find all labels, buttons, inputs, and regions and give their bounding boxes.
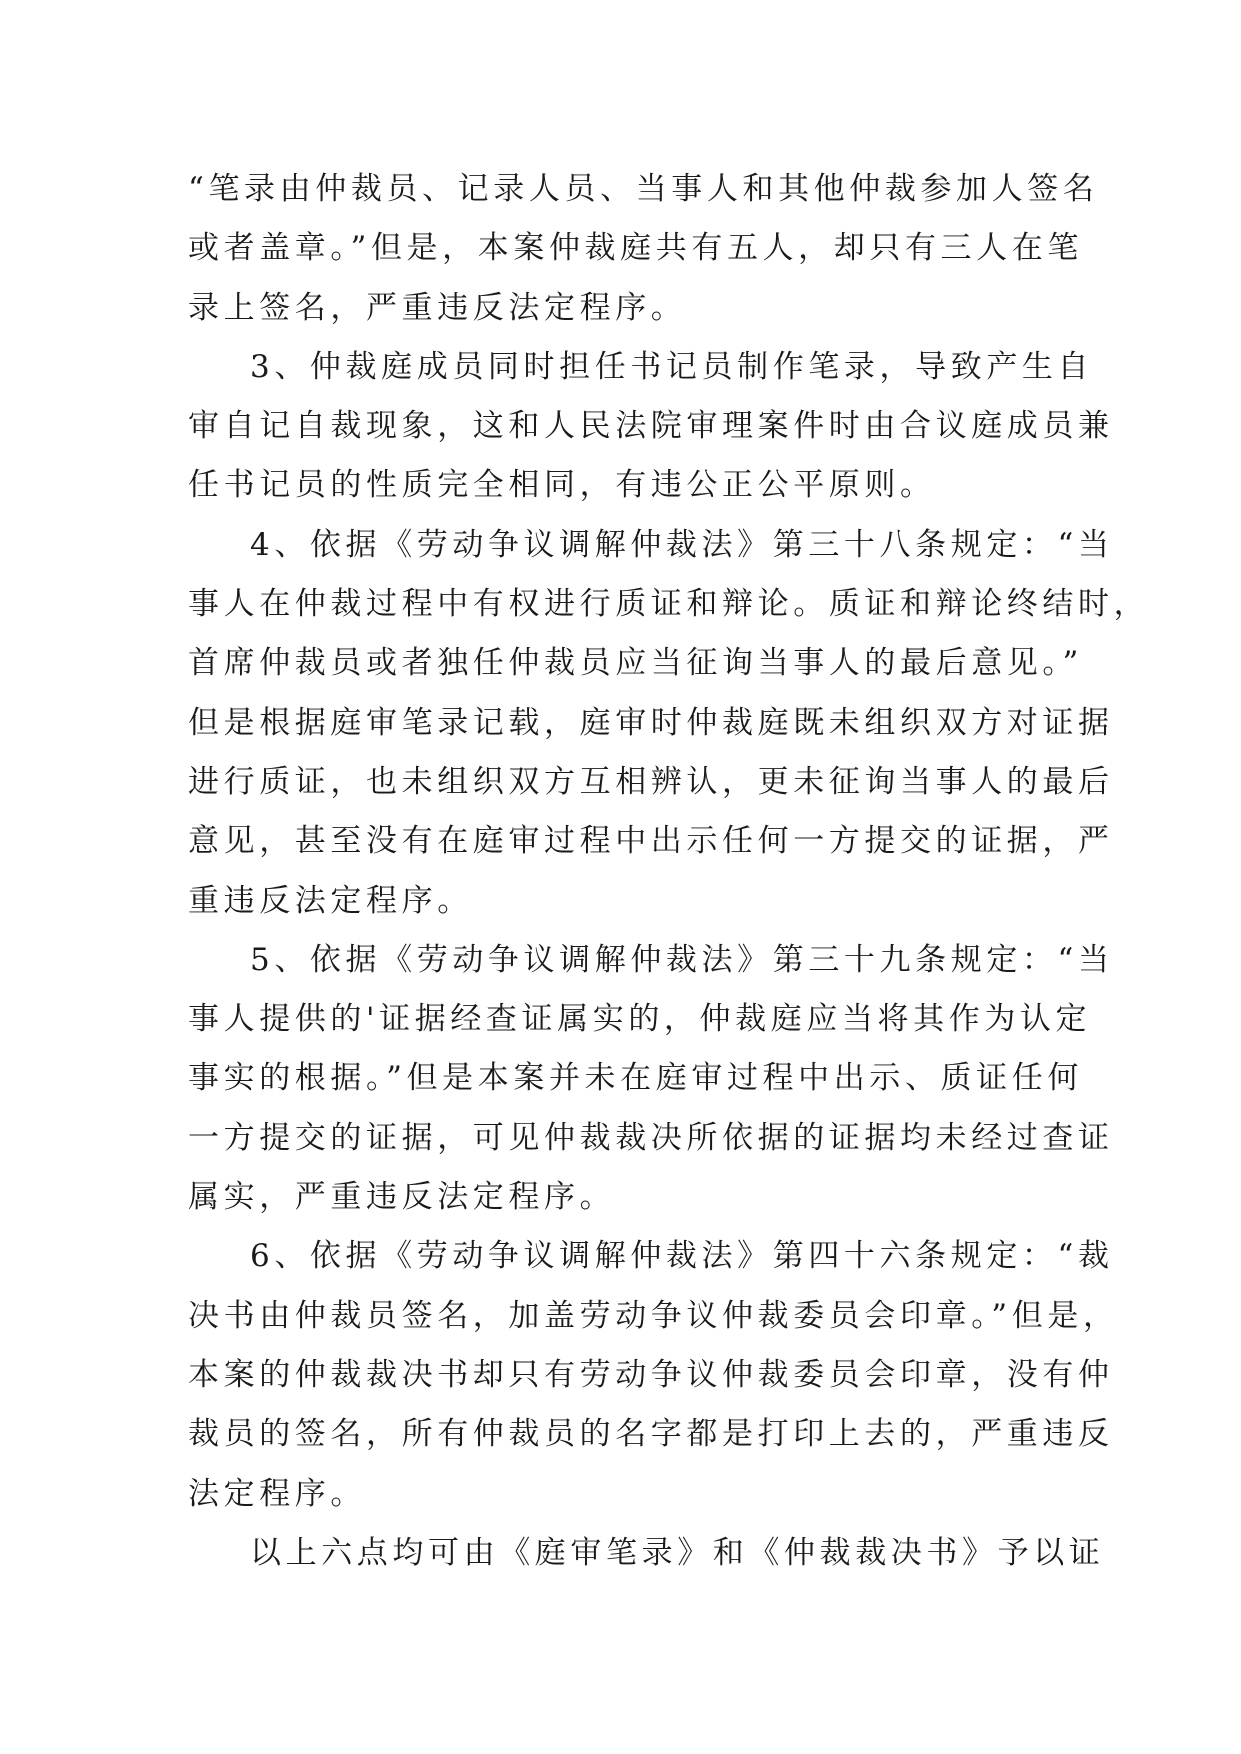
text-line: 事人在仲裁过程中有权进行质证和辩论。质证和辩论终结时， [188, 586, 1150, 623]
text-line: “笔录由仲裁员、记录人员、当事人和其他仲裁参加人签名 [188, 171, 1099, 207]
document-body [188, 160, 1150, 1583]
text-line: 一方提交的证据，可见仲裁裁决所依据的证据均未经过查证 [188, 1119, 1114, 1156]
text-line: 意见，甚至没有在庭审过程中出示任何一方提交的证据，严 [188, 823, 1114, 860]
text-line: 裁员的签名，所有仲裁员的名字都是打印上去的，严重违反 [188, 1416, 1114, 1453]
text-line: 首席仲裁员或者独任仲裁员应当征询当事人的最后意见。” [188, 645, 1083, 682]
paragraph-start-line: 4、依据《劳动争议调解仲裁法》第三十八条规定：“当 [250, 526, 1114, 563]
paragraph-start-line: 6、依据《劳动争议调解仲裁法》第四十六条规定：“裁 [250, 1238, 1114, 1275]
paragraph-start-line: 3、仲裁庭成员同时担任书记员制作笔录，导致产生自 [250, 348, 1094, 385]
text-line: 任书记员的性质完全相同，有违公正公平原则。 [188, 467, 936, 504]
text-line: 事人提供的'证据经查证属实的，仲裁庭应当将其作为认定 [188, 1001, 1092, 1038]
text-line: 但是根据庭审笔录记载，庭审时仲裁庭既未组织双方对证据 [188, 704, 1114, 741]
paragraph-start-line: 以上六点均可由《庭审笔录》和《仲裁裁决书》予以证 [250, 1534, 1105, 1571]
text-line: 审自记自裁现象，这和人民法院审理案件时由合议庭成员兼 [188, 408, 1114, 445]
text-line: 事实的根据。”但是本案并未在庭审过程中出示、质证任何 [188, 1060, 1083, 1097]
text-line: 属实，严重违反法定程序。 [188, 1179, 616, 1216]
text-line: 录上签名，严重违反法定程序。 [188, 289, 687, 326]
text-line: 决书由仲裁员签名，加盖劳动争议仲裁委员会印章。”但是， [188, 1297, 1119, 1334]
text-line: 进行质证，也未组织双方互相辨认，更未征询当事人的最后 [188, 763, 1114, 800]
text-line: 本案的仲裁裁决书却只有劳动争议仲裁委员会印章，没有仲 [188, 1356, 1114, 1393]
text-line: 或者盖章。”但是，本案仲裁庭共有五人，却只有三人在笔 [188, 230, 1083, 267]
text-line: 重违反法定程序。 [188, 882, 473, 919]
text-line: 法定程序。 [188, 1475, 366, 1512]
paragraph-start-line: 5、依据《劳动争议调解仲裁法》第三十九条规定：“当 [250, 941, 1114, 978]
